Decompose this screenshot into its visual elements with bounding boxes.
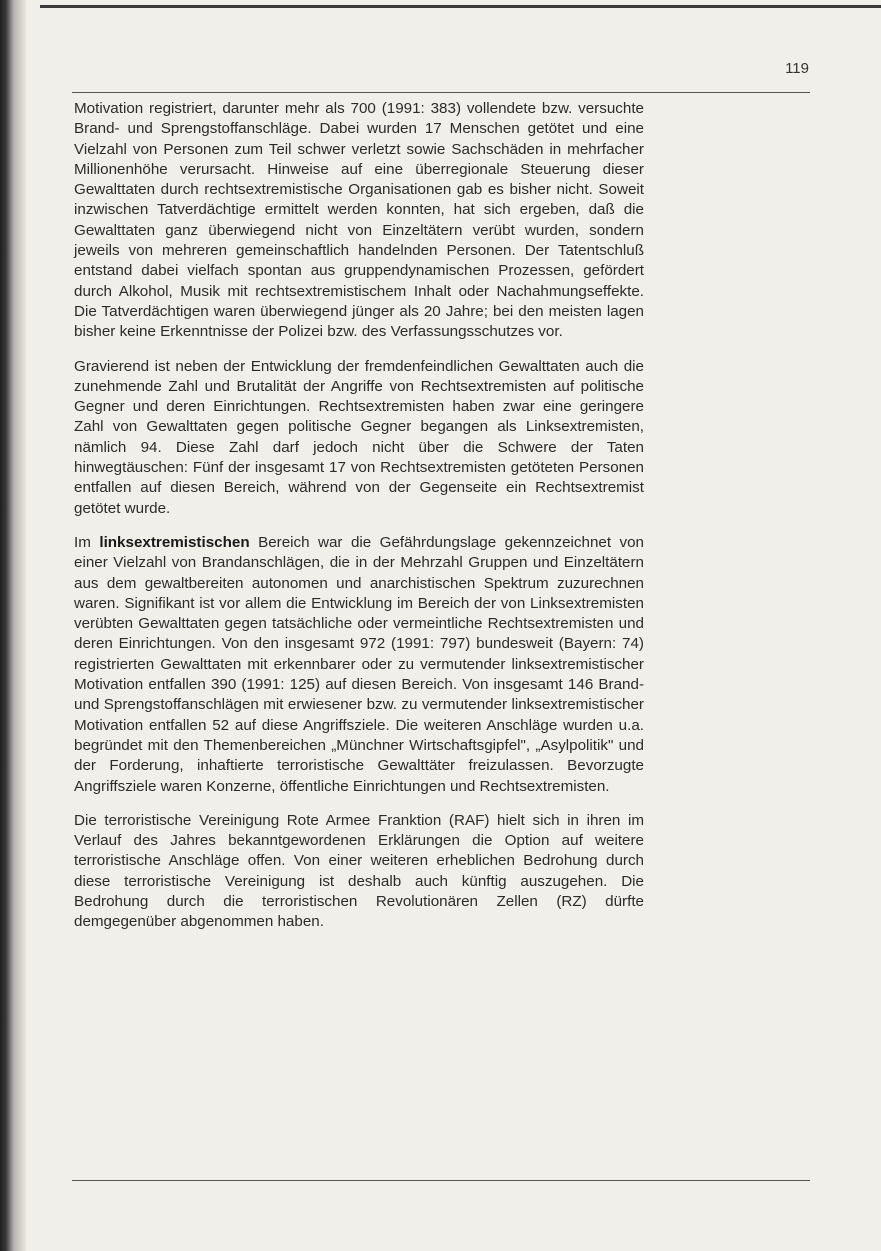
paragraph-1: Motivation registriert, darunter mehr als 700 (1991: 383) vollendete bzw. versuchte Brand- und Sprengstoffanschläge. Dabei wurden 17 Menschen getötet und eine Vielzahl von Personen zum Teil schwer verletzt sowie Sachschäden in mehrfacher Millionenhöhe verursacht. Hinweise auf eine überregionale Steuerung dieser Gewalttaten durch rechtsextremistische Organisationen gab es bisher nicht. Soweit inzwischen Tatverdächtige ermittelt werden konnten, hat sich ergeben, daß die Gewalttaten ganz überwiegend nicht von Einzeltätern verübt wurden, sondern jeweils von mehreren gemeinschaftlich handelnden Personen. Der Tatentschluß entstand dabei vielfach spontan aus gruppendynamischen Prozessen, gefördert durch Alkohol, Musik mit rechtsextremistischem Inhalt oder Nachahmungseffekte. Die Tatverdächtigen waren überwiegend jünger als 20 Jahre; bei den meisten lagen bisher keine Erkenntnisse der Polizei bzw. des Verfassungsschutzes vor. [74,100,644,341]
paragraph-3-body: Bereich war die Gefährdungslage gekennzeichnet von einer Vielzahl von Brandanschlägen, die in der Mehrzahl Gruppen und Einzeltätern aus dem gewaltbereiten autonomen und anarchistischen Spektrum zuzurechnen waren. Signifikant ist vor allem die Entwicklung im Bereich der von Linksextremisten verübten Gewalttaten gegen tatsächliche oder vermeintliche Rechtsextremisten und deren Einrichtungen. Von den insgesamt 972 (1991: 797) bundesweit (Bayern: 74) registrierten Gewalttaten mit erkennbarer oder zu vermutender linksextremistischer Motivation entfallen 390 (1991: 125) auf diesen Bereich. Von insgesamt 146 Brand- und Sprengstoffanschlägen mit erwiesener bzw. zu vermutender linksextremistischer Motivation entfallen 52 auf diese Angriffsziele. Die weiteren Anschläge wurden u.a. begründet mit den Themenbereichen „Münchner Wirtschaftsgipfel", „Asylpolitik" und der Forderung, inhaftierte terroristische Gewalttäter freizulassen. Bevorzugte Angriffsziele waren Konzerne, öffentliche Einrichtungen und Rechtsextremisten. [74,533,644,795]
paragraph-3-emphasis: linksextremistischen [99,533,250,551]
header-rule [72,92,810,93]
paragraph-2: Gravierend ist neben der Entwicklung der fremdenfeindlichen Gewalttaten auch die zunehmende Zahl und Brutalität der Angriffe von Rechtsextremisten auf politische Gegner und deren Einrichtungen. Rechtsextremisten haben zwar eine geringere Zahl von Gewalttaten gegen politische Gegner begangen als Linksextremisten, nämlich 94. Diese Zahl darf jedoch nicht über die Schwere der Taten hinwegtäuschen: Fünf der insgesamt 17 von Rechtsextremisten getöteten Personen entfallen auf diesen Bereich, während von der Gegenseite ein Rechtsextremist getötet wurde. [74,357,644,517]
paragraph-4: Die terroristische Vereinigung Rote Armee Franktion (RAF) hielt sich in ihren im Verlauf des Jahres bekanntgewordenen Erklärungen die Option auf weitere terroristische Anschläge offen. Von einer weiteren erheblichen Bedrohung durch diese terroristische Vereinigung ist deshalb auch künftig auszugehen. Die Bedrohung durch die terroristischen Revolutionären Zellen (RZ) dürfte demgegenüber abgenommen haben. [74,811,644,931]
scan-binding-edge [0,0,26,1251]
paragraph-3 [74,533,644,797]
scan-top-edge [40,5,881,8]
paragraph-3-lead: Im [74,533,100,551]
body-text [74,99,644,947]
footer-rule [72,1180,810,1181]
page-number: 119 [785,60,809,77]
